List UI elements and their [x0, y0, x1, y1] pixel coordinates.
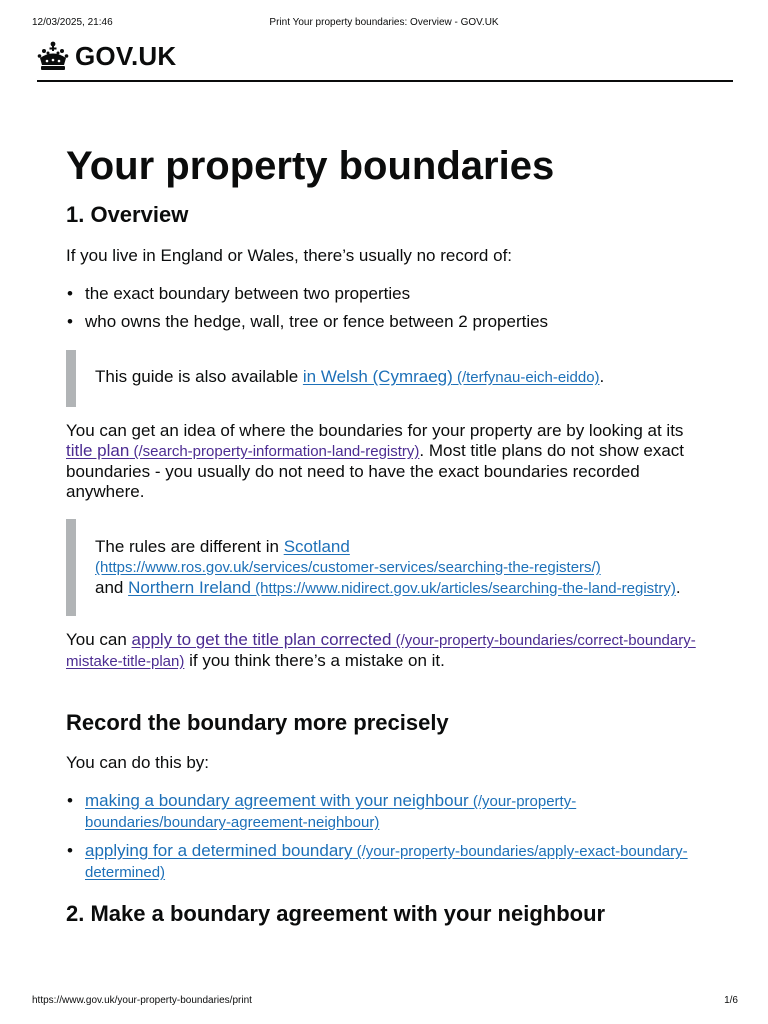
correct-text-before: You can [66, 630, 132, 649]
section-agreement-heading: 2. Make a boundary agreement with your neighbour [66, 901, 606, 926]
govuk-logo-text: GOV.UK [75, 41, 177, 71]
govuk-header [37, 38, 733, 82]
correct-plan-paragraph [66, 630, 706, 672]
rules-inset-text [95, 537, 706, 599]
boundary-agreement-link[interactable] [85, 791, 576, 831]
section-overview-heading: 1. Overview [66, 202, 189, 227]
rules-inset [66, 519, 706, 616]
print-page-number: 1/6 [724, 995, 738, 1006]
overview-intro: If you live in England or Wales, there’s usually no record of: [66, 246, 513, 265]
govuk-logo-link[interactable] [37, 38, 733, 74]
print-page-title: Print Your property boundaries: Overview - GOV.UK [269, 17, 499, 28]
determined-boundary-link[interactable] [85, 841, 688, 881]
welsh-text-after: . [599, 367, 605, 386]
rules-text-before: The rules are different in [95, 537, 284, 556]
print-datetime: 12/03/2025, 21:46 [32, 17, 113, 28]
list-item [66, 841, 706, 883]
correct-link-href: (/your-property-boundaries/correct-boundary-mistake-title-plan) [66, 632, 696, 670]
welsh-text-before: This guide is also available [95, 367, 303, 386]
record-intro: You can do this by: [66, 753, 210, 772]
title-plan-link-href: (/search-property-information-land-registry) [129, 443, 420, 460]
welsh-link-text: in Welsh (Cymraeg) [302, 367, 453, 386]
scotland-link-text: Scotland [283, 537, 350, 556]
title-plan-text-after: . Most title plans do not show exact boundaries - you usually do not need to have the exact boundaries recorded anywhere. [66, 441, 685, 501]
correct-text-after: if you think there’s a mistake on it. [184, 651, 445, 670]
record-options-list [66, 791, 706, 883]
correct-link-text: apply to get the title plan corrected [131, 630, 392, 649]
record-boundary-heading: Record the boundary more precisely [66, 710, 449, 735]
boundary-agreement-link-text: making a boundary agreement with your neighbour [85, 791, 469, 810]
main-content [66, 140, 706, 929]
page-title: Your property boundaries [66, 144, 555, 188]
determined-boundary-link-text: applying for a determined boundary [85, 841, 353, 860]
rules-and-text: and [95, 578, 129, 597]
ni-link-text: Northern Ireland [128, 578, 251, 597]
determined-boundary-link-href: (/your-property-boundaries/apply-exact-boundary-determined) [85, 843, 688, 881]
rules-text-after: . [675, 578, 681, 597]
welsh-inset-text [95, 367, 706, 388]
welsh-link[interactable] [303, 367, 600, 386]
title-plan-link[interactable] [66, 441, 419, 460]
title-plan-paragraph [66, 421, 706, 502]
title-plan-link-text: title plan [66, 441, 130, 460]
title-plan-text-before: You can get an idea of where the boundaries for your property are by looking at its [66, 421, 684, 440]
list-item: • the exact boundary between two properties [66, 284, 706, 304]
scotland-link-href: (https://www.ros.gov.uk/services/customer-services/searching-the-registers/) [95, 559, 601, 576]
list-item [66, 791, 706, 833]
boundary-agreement-link-href: (/your-property-boundaries/boundary-agreement-neighbour) [85, 793, 577, 831]
northern-ireland-link[interactable] [128, 578, 676, 597]
welsh-inset [66, 350, 706, 407]
welsh-link-href: (/terfynau-eich-eiddo) [452, 369, 600, 386]
list-item: • who owns the hedge, wall, tree or fence between 2 properties [66, 312, 706, 332]
crown-icon [37, 41, 69, 71]
no-record-list [66, 284, 706, 332]
ni-link-href: (https://www.nidirect.gov.uk/articles/searching-the-land-registry) [250, 580, 676, 597]
print-url: https://www.gov.uk/your-property-boundaries/print [32, 995, 252, 1006]
